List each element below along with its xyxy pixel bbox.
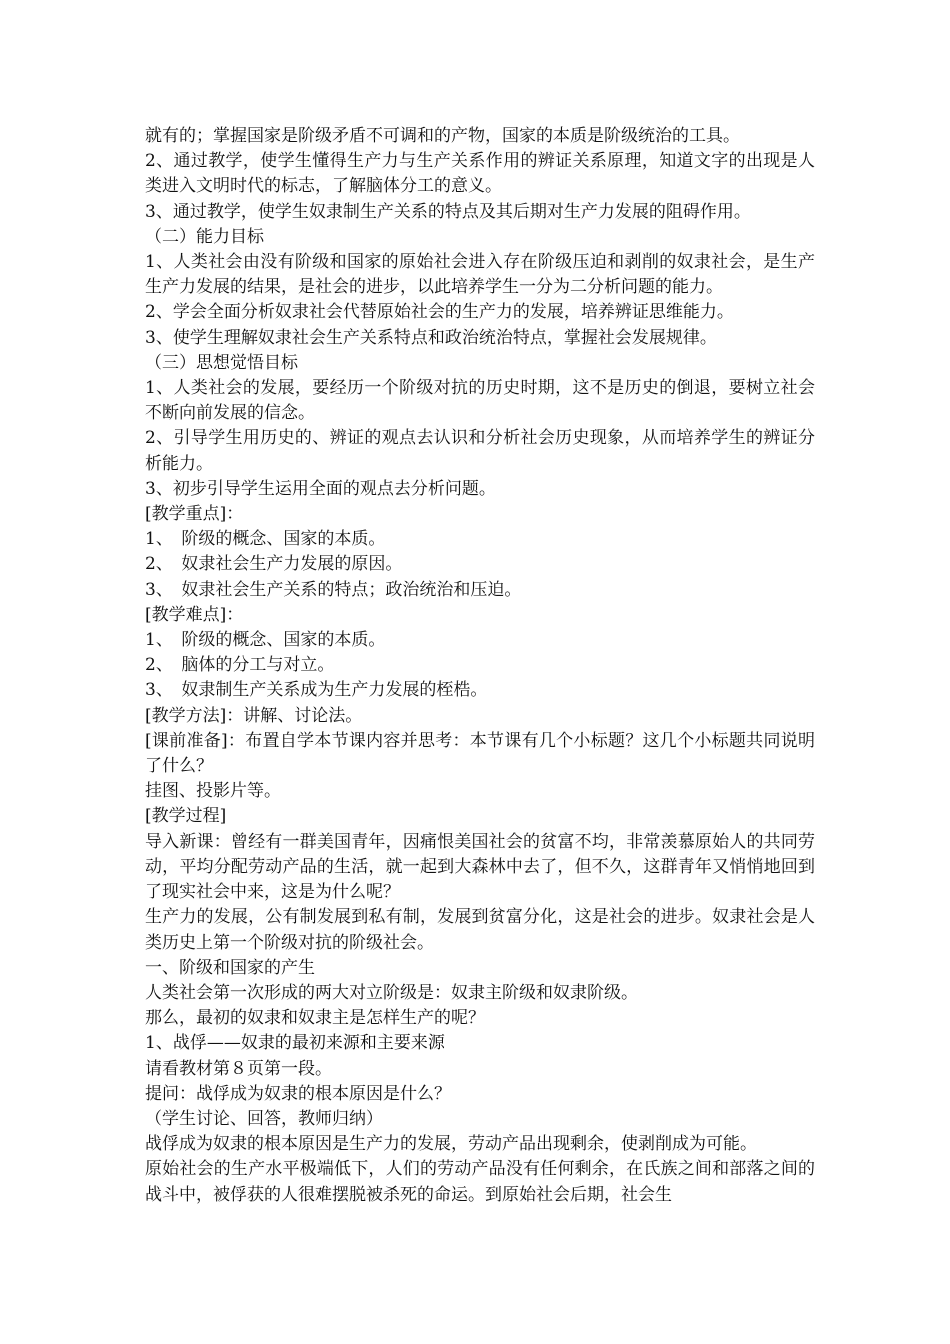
key-point-2: 2、 奴隶社会生产力发展的原因。 — [145, 554, 403, 575]
key-point-1: 1、 阶级的概念、国家的本质。 — [145, 529, 386, 550]
paragraph-11: 3、初步引导学生运用全面的观点去分析问题。 — [145, 478, 496, 499]
section-heading-class-state: 一、阶级和国家的产生 — [145, 957, 315, 978]
paragraph-28: 那么，最初的奴隶和奴隶主是怎样生产的呢？ — [145, 1008, 485, 1029]
paragraph-3: 3、通过教学，使学生奴隶制生产关系的特点及其后期对生产力发展的阻碍作用。 — [145, 201, 751, 222]
difficulty-1: 1、 阶级的概念、国家的本质。 — [145, 630, 386, 651]
section-heading-difficulties: [教学难点]： — [145, 604, 244, 625]
paragraph-5: 1、人类社会由没有阶级和国家的原始社会进入存在阶级压迫和剥削的奴隶社会，是生产生产力发展的结果，是社会的进步，以此培养学生一分为二分析问题的能力。 — [145, 252, 815, 298]
key-point-3: 3、 奴隶社会生产关系的特点；政治统治和压迫。 — [145, 579, 522, 600]
difficulty-2: 2、 脑体的分工与对立。 — [145, 655, 335, 676]
question: 提问：战俘成为奴隶的根本原因是什么？ — [145, 1083, 451, 1104]
section-heading-ability: （二）能力目标 — [145, 226, 264, 247]
paragraph-34: 原始社会的生产水平极端低下，人们的劳动产品没有任何剩余，在氏族之间和部落之间的战斗中，被俘获的人很难摆脱被杀死的命运。到原始社会后期，社会生 — [145, 1159, 815, 1205]
teaching-method: [教学方法]：讲解、讨论法。 — [145, 705, 363, 726]
discussion-note: （学生讨论、回答，教师归纳） — [145, 1108, 383, 1129]
materials: 挂图、投影片等。 — [145, 781, 281, 802]
preparation: [课前准备]：布置自学本节课内容并思考：本节课有几个小标题？这几个小标题共同说明了什么？ — [145, 730, 815, 777]
paragraph-33: 战俘成为奴隶的根本原因是生产力的发展，劳动产品出现剩余，使剥削成为可能。 — [145, 1134, 757, 1155]
introduction: 导入新课：曾经有一群美国青年，因痛恨美国社会的贫富不均，非常羡慕原始人的共同劳动，平均分配劳动产品的生活，就一起到大森林中去了，但不久，这群青年又悄悄地回到了现实社会中来，这是为什么呢？ — [145, 831, 815, 903]
paragraph-7: 3、使学生理解奴隶社会生产关系特点和政治统治特点，掌握社会发展规律。 — [145, 327, 717, 348]
paragraph-2: 2、通过教学，使学生懂得生产力与生产关系作用的辨证关系原理，知道文字的出现是人类进入文明时代的标志，了解脑体分工的意义。 — [145, 151, 815, 197]
paragraph-9: 1、人类社会的发展，要经历一个阶级对抗的历史时期，这不是历史的倒退，要树立社会不断向前发展的信念。 — [145, 378, 815, 424]
difficulty-3: 3、 奴隶制生产关系成为生产力发展的桎梏。 — [145, 680, 488, 701]
subheading-captives: 1、战俘——奴隶的最初来源和主要来源 — [145, 1033, 445, 1054]
paragraph-6: 2、学会全面分析奴隶社会代替原始社会的生产力的发展，培养辨证思维能力。 — [145, 302, 734, 323]
document-page — [145, 124, 815, 1208]
section-heading-process: [教学过程] — [145, 806, 227, 827]
paragraph-10: 2、引导学生用历史的、辨证的观点去认识和分析社会历史现象，从而培养学生的辨证分析能力。 — [145, 428, 815, 474]
paragraph-30: 请看教材第８页第一段。 — [145, 1058, 332, 1079]
paragraph-1: 就有的；掌握国家是阶级矛盾不可调和的产物，国家的本质是阶级统治的工具。 — [145, 126, 740, 146]
section-heading-ideology: （三）思想觉悟目标 — [145, 352, 298, 373]
paragraph-25: 生产力的发展，公有制发展到私有制，发展到贫富分化，这是社会的进步。奴隶社会是人类历史上第一个阶级对抗的阶级社会。 — [145, 907, 815, 953]
paragraph-27: 人类社会第一次形成的两大对立阶级是：奴隶主阶级和奴隶阶级。 — [145, 982, 638, 1003]
section-heading-key-points: [教学重点]： — [145, 504, 244, 525]
